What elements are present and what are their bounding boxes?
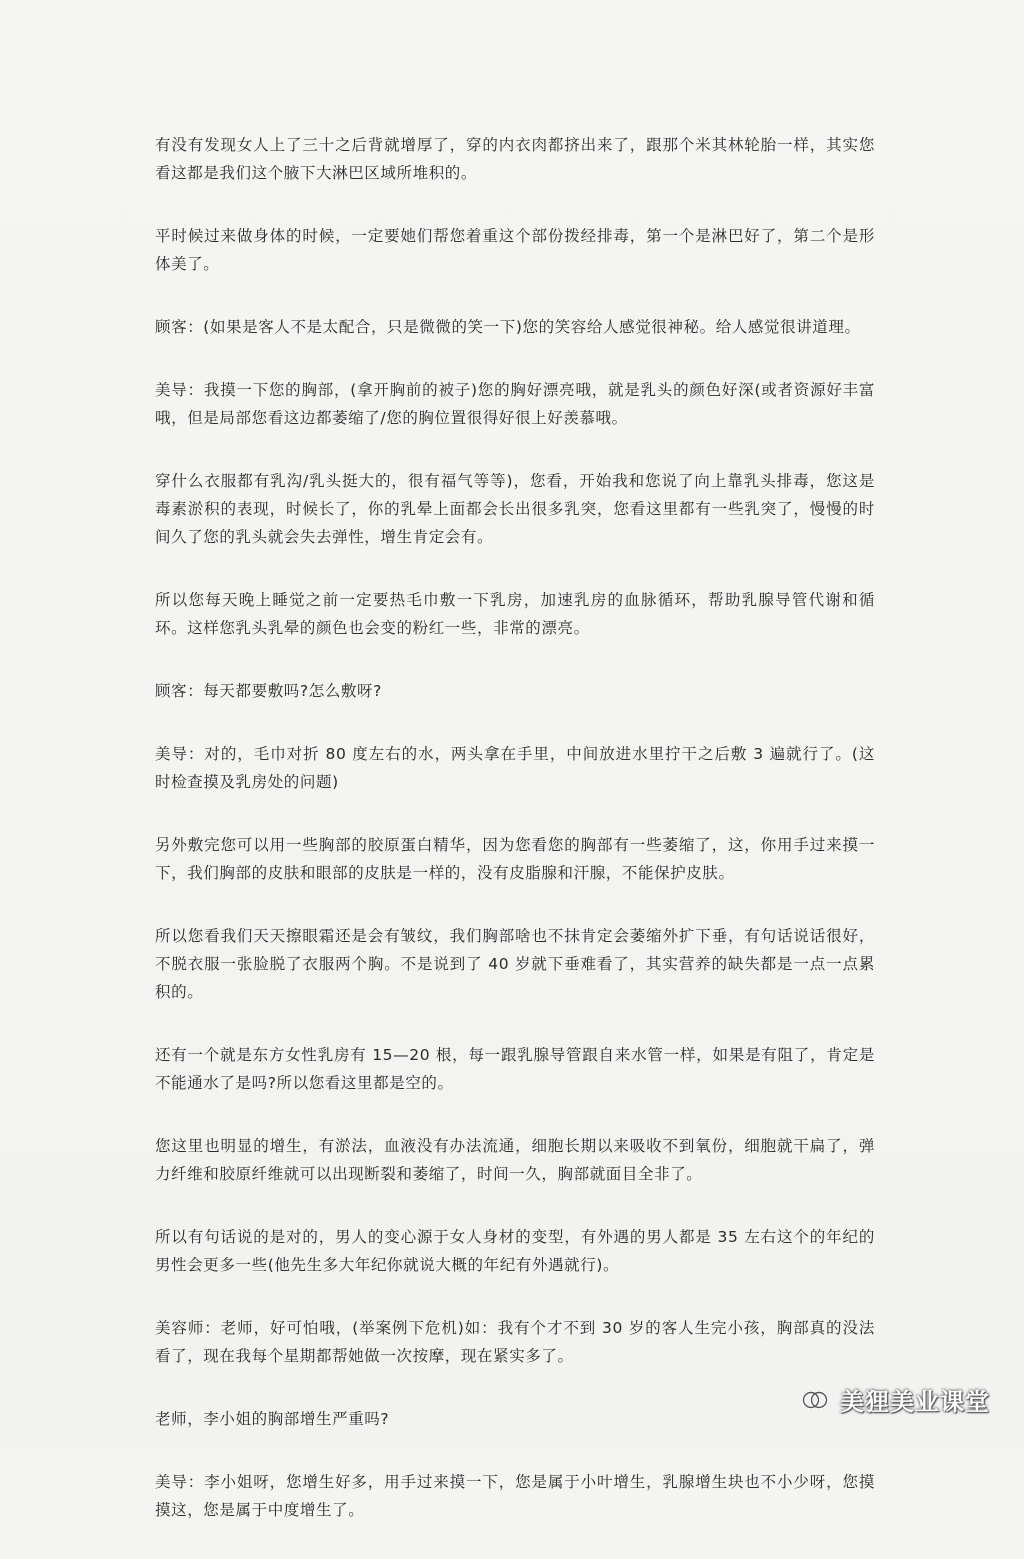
paragraph: 美导：我摸一下您的胸部，(拿开胸前的被子)您的胸好漂亮哦，就是乳头的颜色好深(或者资源好丰富哦，但是局部您看这边都萎缩了/您的胸位置很得好很上好羡慕哦。 — [155, 381, 875, 427]
paragraph: 所以有句话说的是对的，男人的变心源于女人身材的变型，有外遇的男人都是 35 左右这个的年纪的男性会更多一些(他先生多大年纪你就说大概的年纪有外遇就行)。 — [155, 1228, 875, 1274]
document-body — [155, 131, 875, 1559]
paragraph: 有没有发现女人上了三十之后背就增厚了，穿的内衣肉都挤出来了，跟那个米其林轮胎一样，其实您看这都是我们这个腋下大淋巴区域所堆积的。 — [155, 136, 875, 182]
paragraph: 您这里也明显的增生，有淤法，血液没有办法流通，细胞长期以来吸收不到氧份，细胞就干扁了，弹力纤维和胶原纤维就可以出现断裂和萎缩了，时间一久，胸部就面目全非了。 — [155, 1137, 875, 1183]
watermark — [800, 1382, 990, 1417]
paragraph: 所以您看我们天天擦眼霜还是会有皱纹，我们胸部啥也不抹肯定会萎缩外扩下垂，有句话说话很好，不脱衣服一张脸脱了衣服两个胸。不是说到了 40 岁就下垂难看了，其实营养的缺失都是一点一点累积的。 — [155, 927, 875, 1001]
paragraph: 还有一个就是东方女性乳房有 15—20 根，每一跟乳腺导管跟自来水管一样，如果是有阻了，肯定是不能通水了是吗?所以您看这里都是空的。 — [155, 1046, 875, 1092]
paragraph: 老师，李小姐的胸部增生严重吗? — [155, 1410, 390, 1428]
paragraph: 美容师：老师，好可怕哦，(举案例下危机)如：我有个才不到 30 岁的客人生完小孩，胸部真的没法看了，现在我每个星期都帮她做一次按摩，现在紧实多了。 — [155, 1319, 875, 1365]
wechat-channel-icon — [800, 1385, 830, 1415]
paragraph: 所以您每天晚上睡觉之前一定要热毛巾敷一下乳房，加速乳房的血脉循环，帮助乳腺导管代谢和循环。这样您乳头乳晕的颜色也会变的粉红一些，非常的漂亮。 — [155, 591, 875, 637]
paragraph: 顾客：(如果是客人不是太配合，只是微微的笑一下)您的笑容给人感觉很神秘。给人感觉很讲道理。 — [155, 318, 861, 336]
watermark-text: 美狸美业课堂 — [840, 1388, 990, 1416]
paragraph: 另外敷完您可以用一些胸部的胶原蛋白精华，因为您看您的胸部有一些萎缩了，这，你用手过来摸一下，我们胸部的皮肤和眼部的皮肤是一样的，没有皮脂腺和汗腺，不能保护皮肤。 — [155, 836, 875, 882]
paragraph: 美导：对的，毛巾对折 80 度左右的水，两头拿在手里，中间放进水里拧干之后敷 3 遍就行了。(这时检查摸及乳房处的问题) — [155, 745, 875, 791]
paragraph: 平时候过来做身体的时候，一定要她们帮您着重这个部份拨经排毒，第一个是淋巴好了，第二个是形体美了。 — [155, 227, 875, 273]
paragraph: 穿什么衣服都有乳沟/乳头挺大的，很有福气等等)，您看，开始我和您说了向上靠乳头排毒，您这是毒素淤积的表现，时候长了，你的乳晕上面都会长出很多乳突，您看这里都有一些乳突了，慢慢的时间久了您的乳头就会失去弹性，增生肯定会有。 — [155, 472, 875, 546]
paragraph: 顾客：每天都要敷吗?怎么敷呀? — [155, 682, 382, 700]
paragraph: 美导：李小姐呀，您增生好多，用手过来摸一下，您是属于小叶增生，乳腺增生块也不小少呀，您摸摸这，您是属于中度增生了。 — [155, 1473, 875, 1519]
